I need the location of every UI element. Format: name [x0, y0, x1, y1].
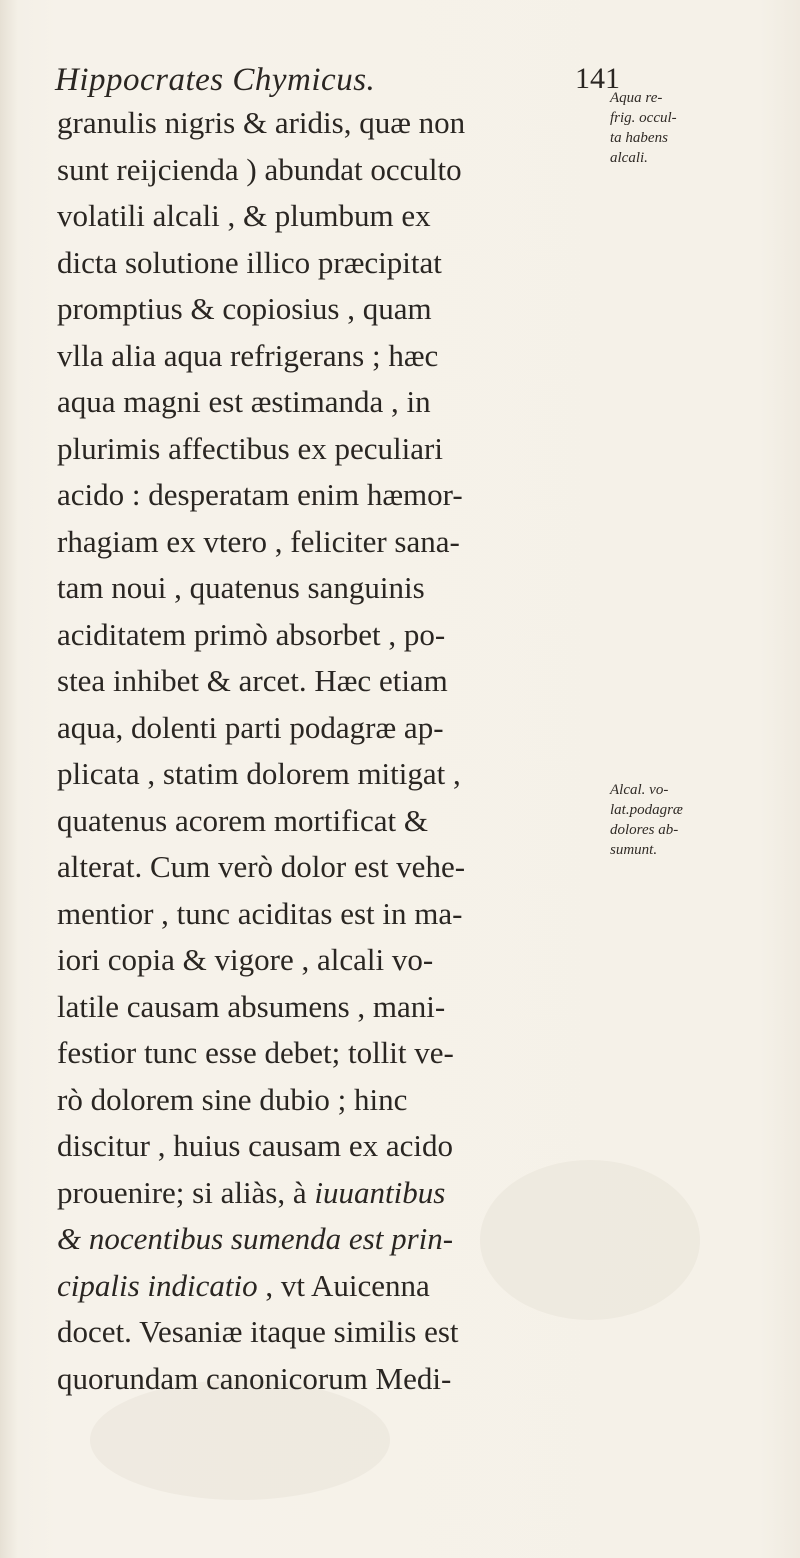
text-line: volatili alcali , & plumbum ex: [57, 198, 431, 233]
text-line-mixed: [57, 1263, 617, 1310]
margin-note-alcali: [610, 780, 683, 860]
text-line: vlla alia aqua refrigerans ; hæc: [57, 337, 439, 373]
margin-note-line: Alcal. vo-: [610, 782, 669, 798]
text-line: rhagiam ex vtero , feliciter sana-: [57, 523, 460, 559]
text-line: promptius & copiosius , quam: [57, 291, 432, 326]
text-line: docet. Vesaniæ itaque similis est: [57, 1314, 459, 1349]
margin-note-line: Aqua re-: [610, 90, 663, 106]
text-line-mixed: [57, 1170, 617, 1217]
text-line: mentior , tunc aciditas est in ma-: [57, 895, 463, 931]
text-segment: , vt Auicenna: [257, 1267, 430, 1303]
italic-text-line: & nocentibus sumenda est prin-: [57, 1221, 454, 1256]
text-line: sunt reijcienda ) abundat occulto: [57, 151, 462, 187]
text-line: latile causam absumens , mani-: [57, 988, 446, 1024]
text-line: dicta solutione illico præcipitat: [57, 244, 442, 280]
margin-note-line: lat.podagræ: [610, 802, 683, 818]
text-line: tam noui , quatenus sanguinis: [57, 570, 425, 605]
margin-note-line: frig. occul-: [610, 110, 677, 126]
text-line: plurimis affectibus ex peculiari: [57, 430, 443, 466]
italic-segment: cipalis indicatio: [57, 1267, 258, 1303]
text-line: rò dolorem sine dubio ; hinc: [57, 1081, 408, 1117]
text-line: acido : desperatam enim hæmor-: [57, 477, 463, 512]
page-header: [55, 62, 620, 102]
text-line: quatenus acorem mortificat &: [57, 802, 429, 838]
text-line: granulis nigris & aridis, quæ non: [57, 105, 466, 140]
text-line: alterat. Cum verò dolor est vehe-: [57, 849, 466, 884]
text-line: discitur , huius causam ex acido: [57, 1128, 454, 1163]
text-line: stea inhibet & arcet. Hæc etiam: [57, 663, 448, 698]
running-title: Hippocrates Chymicus.: [55, 62, 376, 98]
margin-note-line: dolores ab-: [610, 822, 679, 838]
text-segment: prouenire; si aliàs, à: [57, 1174, 315, 1210]
margin-note-line: ta habens: [610, 130, 668, 146]
body-text: [57, 100, 617, 1402]
margin-note-line: alcali.: [610, 150, 648, 166]
text-line: quorundam canonicorum Medi-: [57, 1360, 452, 1396]
text-line: festior tunc esse debet; tollit ve-: [57, 1035, 454, 1070]
italic-segment: iuuantibus: [314, 1174, 446, 1210]
text-line: plicata , statim dolorem mitigat ,: [57, 756, 461, 791]
text-line: iori copia & vigore , alcali vo-: [57, 942, 434, 977]
margin-note-line: sumunt.: [610, 842, 658, 858]
text-line: aqua, dolenti parti podagræ ap-: [57, 709, 444, 745]
margin-note-aqua: [610, 88, 677, 168]
text-line: aciditatem primò absorbet , po-: [57, 616, 446, 652]
text-line: aqua magni est æstimanda , in: [57, 384, 431, 419]
page-number: 141: [575, 62, 620, 95]
